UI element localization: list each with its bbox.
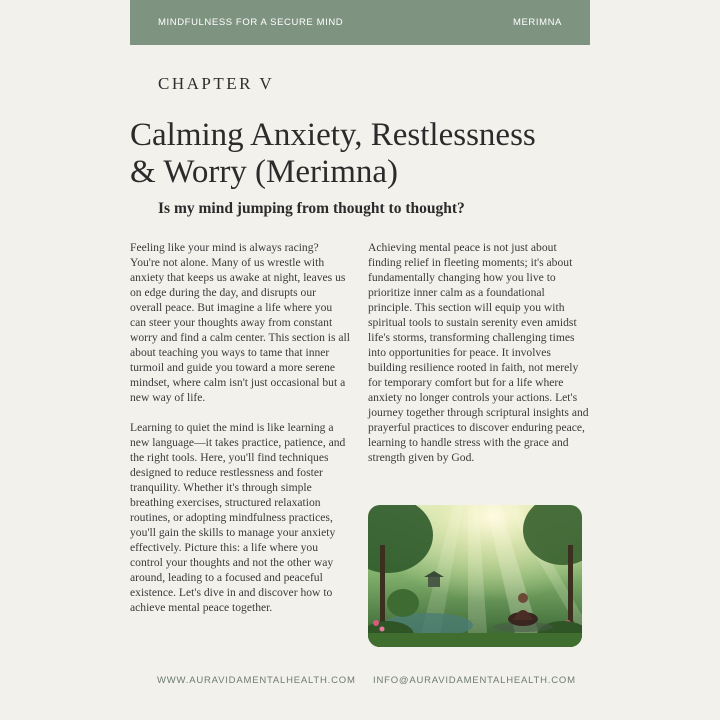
header-right-label: MERIMNA	[512, 17, 562, 28]
title-line-2: & Worry (Merimna)	[130, 154, 398, 190]
subtitle: Is my mind jumping from thought to thought?	[158, 200, 465, 217]
header-left-label: MINDFULNESS FOR A SECURE MIND	[158, 17, 344, 28]
footer-email[interactable]: INFO@AURAVIDAMENTALHEALTH.COM	[373, 675, 576, 686]
header-bar	[130, 0, 590, 45]
chapter-label: CHAPTER V	[158, 74, 275, 93]
meditating-person-icon	[368, 505, 582, 647]
right-paragraph-1: Achieving mental peace is not just about finding relief in fleeting moments; it's about fundamentally changing how you live to prioritize inner calm as a foundational principle. This section will equip you with spiritual tools to sustain serenity even amidst life's storms, transforming challenging times into opportunities for peace. It involves building resilience rooted in faith, not merely for temporary comfort but for a life where anxiety no longer controls your actions. Let's journey together through scriptural insights and prayerful practices to discover enduring peace, learning to handle stress with the grace and strength given by God.	[368, 241, 589, 464]
page-title	[130, 117, 600, 191]
left-paragraph-1: Feeling like your mind is always racing? You're not alone. Many of us wrestle with anxiety that keeps us awake at night, leaves us on edge during the day, and disrupts our overall peace. But imagine a life where you can steer your thoughts away from constant worry and find a calm center. This section is all about teaching you ways to tame that inner turmoil and guide you toward a more serene mindset, where calm isn't just occasional but a new way of life.	[130, 241, 351, 404]
title-line-1: Calming Anxiety, Restlessness	[130, 117, 536, 153]
footer-website[interactable]: WWW.AURAVIDAMENTALHEALTH.COM	[157, 675, 356, 686]
meditation-illustration	[368, 505, 582, 647]
left-paragraph-2: Learning to quiet the mind is like learning a new language—it takes practice, patience, and the right tools. Here, you'll find techniques designed to reduce restlessness and foster tranquility. Whether it's through simple breathing exercises, structured relaxation routines, or adopting mindfulness practices, you'll gain the skills to manage your anxiety effectively. Picture this: a life where you control your thoughts and not the other way around, leading to a focused and peaceful existence. Let's dive in and discover how to achieve mental peace together.	[130, 421, 346, 614]
left-column	[130, 240, 350, 630]
right-column	[368, 240, 590, 480]
